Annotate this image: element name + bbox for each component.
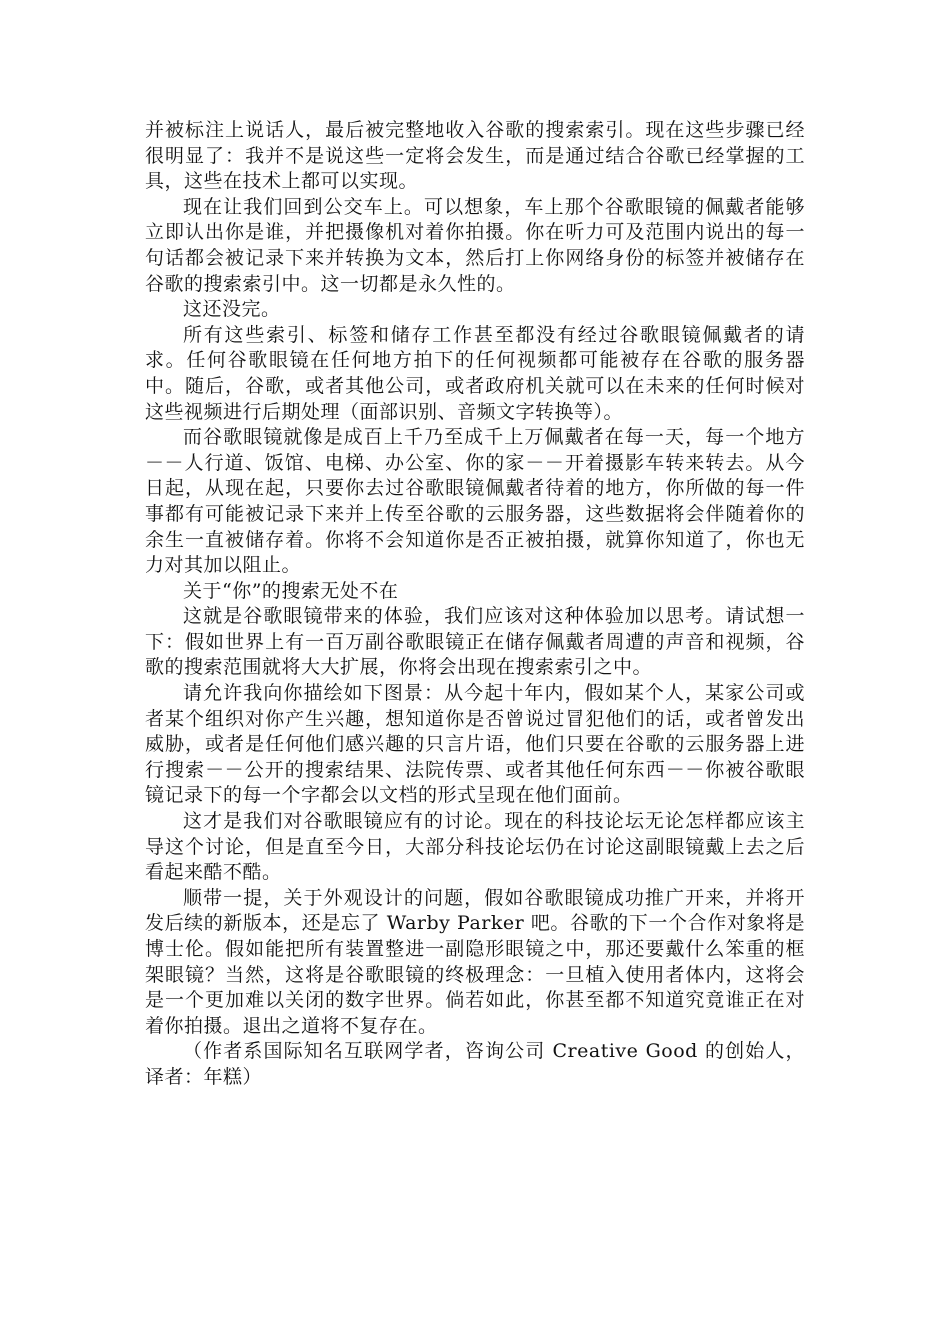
paragraph: 这才是我们对谷歌眼镜应有的讨论。现在的科技论坛无论怎样都应该主导这个讨论，但是直至今日，大部分科技论坛仍在讨论这副眼镜戴上去之后看起来酷不酷。 [145,810,805,884]
document-page [145,118,805,1091]
section-heading: 关于“你”的搜索无处不在 [183,579,399,602]
paragraph: 并被标注上说话人，最后被完整地收入谷歌的搜索索引。现在这些步骤已经很明显了：我并不是说这些一定将会发生，而是通过结合谷歌已经掌握的工具，这些在技术上都可以实现。 [145,119,805,193]
paragraph: 所有这些索引、标签和储存工作甚至都没有经过谷歌眼镜佩戴者的请求。任何谷歌眼镜在任何地方拍下的任何视频都可能被存在谷歌的服务器中。随后，谷歌，或者其他公司，或者政府机关就可以在未来的任何时候对这些视频进行后期处理（面部识别、音频文字转换等）。 [145,323,805,423]
author-note: （作者系国际知名互联网学者，咨询公司 Creative Good 的创始人，译者：年糕） [145,1040,805,1088]
paragraph: 请允许我向你描绘如下图景：从今起十年内，假如某个人，某家公司或者某个组织对你产生兴趣，想知道你是否曾说过冒犯他们的话，或者曾发出威胁，或者是任何他们感兴趣的只言片语，他们只要在谷歌的云服务器上进行搜索－－公开的搜索结果、法院传票、或者其他任何东西－－你被谷歌眼镜记录下的每一个字都会以文档的形式呈现在他们面前。 [145,682,805,807]
paragraph: 现在让我们回到公交车上。可以想象，车上那个谷歌眼镜的佩戴者能够立即认出你是谁，并把摄像机对着你拍摄。你在听力可及范围内说出的每一句话都会被记录下来并转换为文本，然后打上你网络身份的标签并被储存在谷歌的搜索索引中。这一切都是永久性的。 [145,195,805,295]
paragraph: 而谷歌眼镜就像是成百上千乃至成千上万佩戴者在每一天，每一个地方－－人行道、饭馆、电梯、办公室、你的家－－开着摄影车转来转去。从今日起，从现在起，只要你去过谷歌眼镜佩戴者待着的地方，你所做的每一件事都有可能被记录下来并上传至谷歌的云服务器，这些数据将会伴随着你的余生一直被储存着。你将不会知道你是否正被拍摄，就算你知道了，你也无力对其加以阻止。 [145,426,805,577]
paragraph: 这就是谷歌眼镜带来的体验，我们应该对这种体验加以思考。请试想一下：假如世界上有一百万副谷歌眼镜正在储存佩戴者周遭的声音和视频，谷歌的搜索范围就将大大扩展，你将会出现在搜索索引之中。 [145,605,805,679]
paragraph: 这还没完。 [183,298,281,321]
paragraph: 顺带一提，关于外观设计的问题，假如谷歌眼镜成功推广开来，并将开发后续的新版本，还是忘了 Warby Parker 吧。谷歌的下一个合作对象将是博士伦。假如能把所有装置整进一副隐形眼镜之中，那还要戴什么笨重的框架眼镜？当然，这将是谷歌眼镜的终极理念：一旦植入使用者体内，这将会是一个更加难以关闭的数字世界。倘若如此，你甚至都不知道究竟谁正在对着你拍摄。退出之道将不复存在。 [145,886,805,1037]
